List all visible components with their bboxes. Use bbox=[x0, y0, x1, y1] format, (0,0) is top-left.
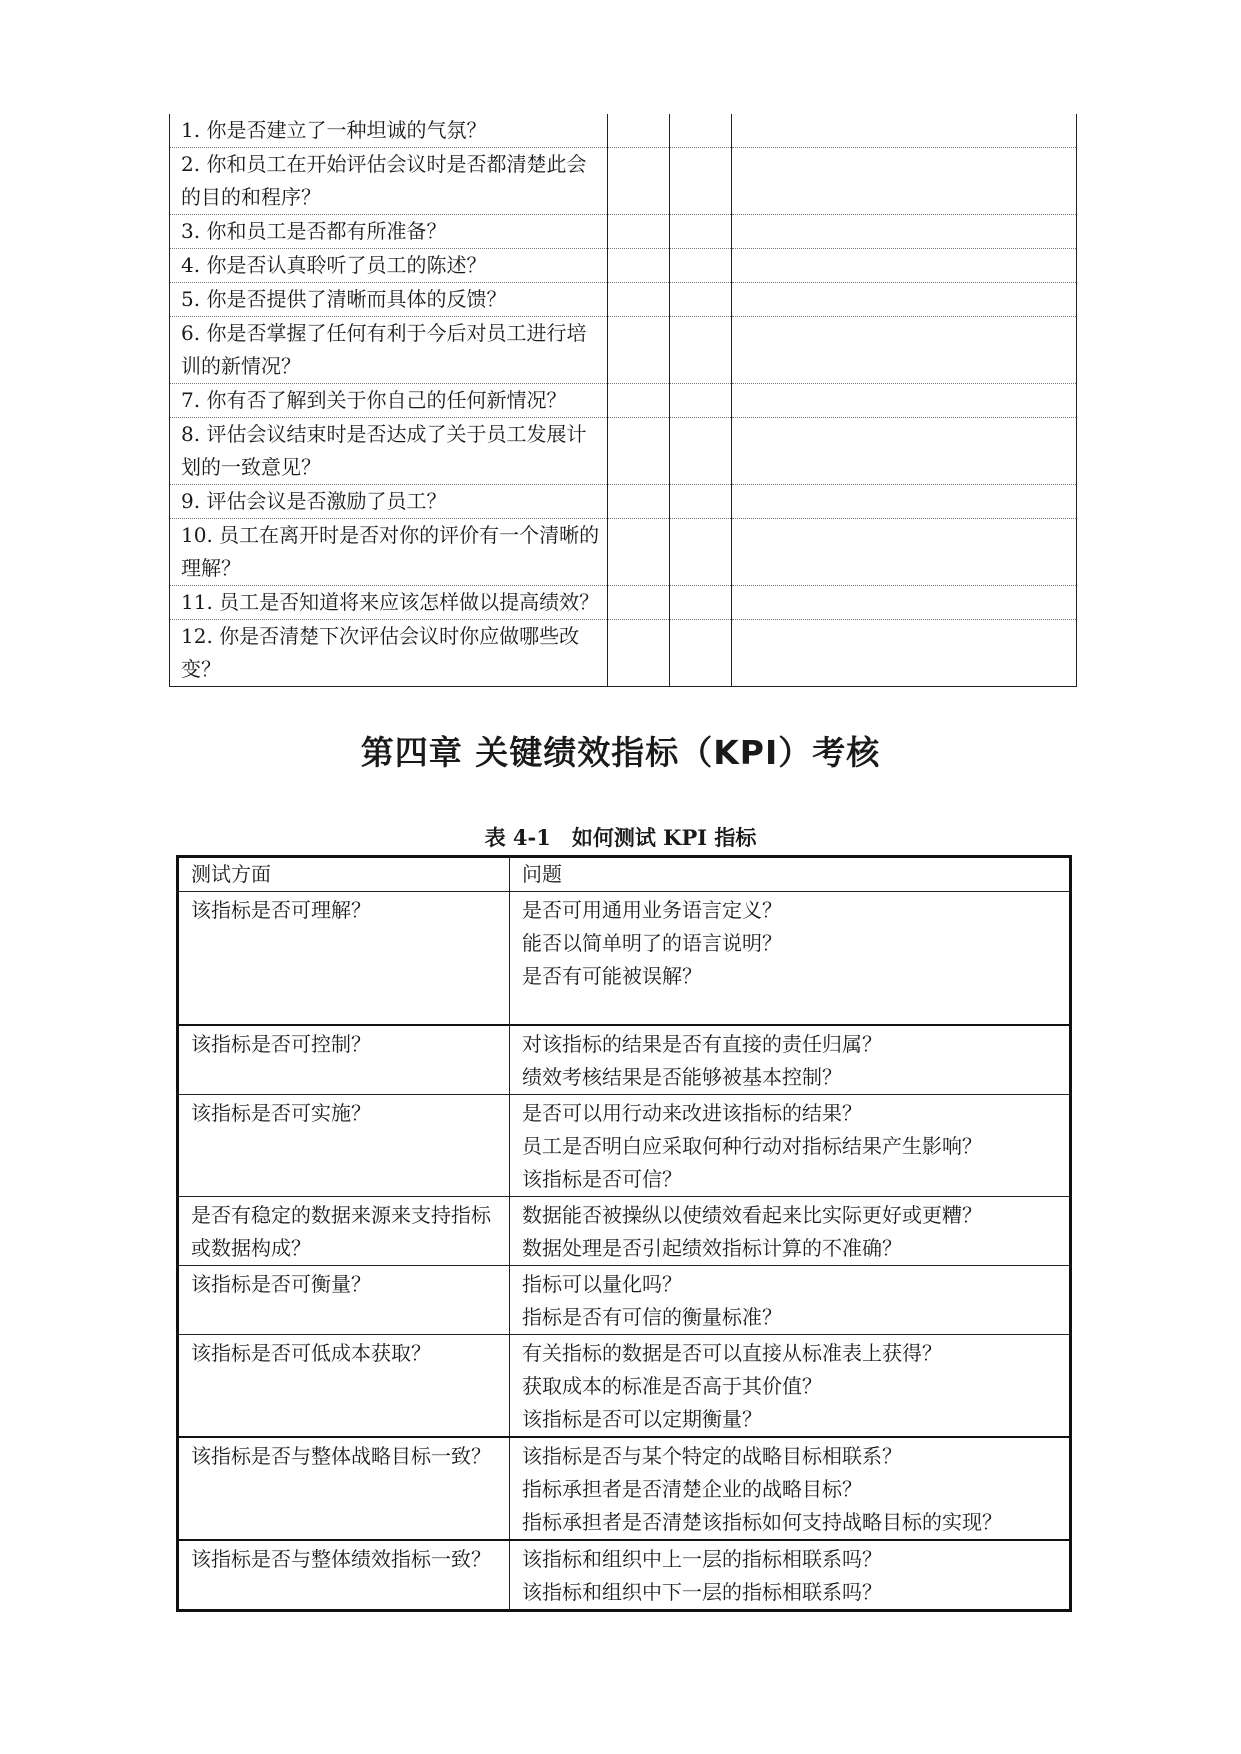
kpi-question: 获取成本的标准是否高于其价值？ bbox=[522, 1374, 822, 1398]
checklist-question: 10. 员工在离开时是否对你的评价有一个清晰的理解？ bbox=[170, 519, 608, 586]
checklist-question: 8. 评估会议结束时是否达成了关于员工发展计划的一致意见？ bbox=[170, 418, 608, 485]
checklist-cell-notes bbox=[732, 114, 1077, 148]
kpi-aspect: 该指标是否可理解？ bbox=[178, 892, 510, 1026]
checklist-cell-no bbox=[670, 519, 732, 586]
kpi-question: 对该指标的结果是否有直接的责任归属？ bbox=[522, 1032, 882, 1056]
checklist-cell-no bbox=[670, 418, 732, 485]
kpi-question: 有关指标的数据是否可以直接从标准表上获得？ bbox=[522, 1341, 942, 1365]
kpi-questions bbox=[510, 1197, 1071, 1266]
checklist-cell-notes bbox=[732, 519, 1077, 586]
checklist-cell-no bbox=[670, 384, 732, 418]
kpi-row bbox=[178, 1540, 1071, 1611]
checklist-cell-yes bbox=[608, 148, 670, 215]
header-question: 问题 bbox=[510, 857, 1071, 892]
checklist-row bbox=[170, 148, 1077, 215]
checklist-row bbox=[170, 586, 1077, 620]
checklist-cell-no bbox=[670, 249, 732, 283]
checklist-row bbox=[170, 485, 1077, 519]
kpi-question: 指标可以量化吗？ bbox=[522, 1272, 682, 1296]
kpi-question: 数据处理是否引起绩效指标计算的不准确？ bbox=[522, 1236, 902, 1260]
kpi-question: 数据能否被操纵以使绩效看起来比实际更好或更糟？ bbox=[522, 1203, 982, 1227]
kpi-question: 绩效考核结果是否能够被基本控制？ bbox=[522, 1065, 842, 1089]
checklist-cell-yes bbox=[608, 586, 670, 620]
kpi-question: 是否可以用行动来改进该指标的结果？ bbox=[522, 1101, 862, 1125]
kpi-questions bbox=[510, 1095, 1071, 1197]
kpi-question: 员工是否明白应采取何种行动对指标结果产生影响？ bbox=[522, 1134, 982, 1158]
kpi-question: 指标是否有可信的衡量标准？ bbox=[522, 1305, 782, 1329]
checklist-cell-notes bbox=[732, 485, 1077, 519]
checklist-cell-notes bbox=[732, 586, 1077, 620]
kpi-questions bbox=[510, 1025, 1071, 1095]
checklist-cell-no bbox=[670, 317, 732, 384]
checklist-cell-no bbox=[670, 485, 732, 519]
kpi-question: 该指标是否可以定期衡量？ bbox=[522, 1407, 762, 1431]
checklist-cell-no bbox=[670, 114, 732, 148]
kpi-questions bbox=[510, 892, 1071, 1026]
checklist-question: 6. 你是否掌握了任何有利于今后对员工进行培训的新情况？ bbox=[170, 317, 608, 384]
checklist-row bbox=[170, 384, 1077, 418]
kpi-aspect: 该指标是否可衡量？ bbox=[178, 1266, 510, 1335]
checklist-cell-notes bbox=[732, 620, 1077, 687]
checklist-cell-no bbox=[670, 283, 732, 317]
checklist-cell-yes bbox=[608, 519, 670, 586]
checklist-question: 1. 你是否建立了一种坦诚的气氛？ bbox=[170, 114, 608, 148]
checklist-cell-no bbox=[670, 586, 732, 620]
kpi-row bbox=[178, 892, 1071, 1026]
checklist-question: 11. 员工是否知道将来应该怎样做以提高绩效？ bbox=[170, 586, 608, 620]
kpi-row bbox=[178, 1197, 1071, 1266]
kpi-aspect: 该指标是否与整体绩效指标一致？ bbox=[178, 1540, 510, 1611]
checklist-row bbox=[170, 249, 1077, 283]
checklist-cell-yes bbox=[608, 249, 670, 283]
kpi-question: 该指标和组织中上一层的指标相联系吗？ bbox=[522, 1547, 882, 1571]
table-caption: 表 4-1 如何测试 KPI 指标 bbox=[484, 825, 757, 850]
kpi-question: 该指标和组织中下一层的指标相联系吗？ bbox=[522, 1580, 882, 1604]
kpi-question: 是否有可能被误解？ bbox=[522, 964, 702, 988]
checklist-cell-notes bbox=[732, 418, 1077, 485]
kpi-row bbox=[178, 1437, 1071, 1540]
checklist-cell-notes bbox=[732, 215, 1077, 249]
kpi-question: 指标承担者是否清楚该指标如何支持战略目标的实现？ bbox=[522, 1510, 1002, 1534]
kpi-table-header-row bbox=[178, 857, 1071, 892]
kpi-aspect: 该指标是否可实施？ bbox=[178, 1095, 510, 1197]
checklist-question: 7. 你有否了解到关于你自己的任何新情况？ bbox=[170, 384, 608, 418]
checklist-cell-notes bbox=[732, 317, 1077, 384]
checklist-question: 2. 你和员工在开始评估会议时是否都清楚此会的目的和程序？ bbox=[170, 148, 608, 215]
checklist-row bbox=[170, 519, 1077, 586]
checklist-question: 4. 你是否认真聆听了员工的陈述？ bbox=[170, 249, 608, 283]
kpi-aspect: 该指标是否可低成本获取？ bbox=[178, 1335, 510, 1438]
checklist-cell-yes bbox=[608, 485, 670, 519]
checklist-question: 12. 你是否清楚下次评估会议时你应做哪些改变？ bbox=[170, 620, 608, 687]
checklist-cell-no bbox=[670, 148, 732, 215]
kpi-aspect: 是否有稳定的数据来源来支持指标或数据构成？ bbox=[178, 1197, 510, 1266]
checklist-cell-notes bbox=[732, 249, 1077, 283]
checklist-row bbox=[170, 418, 1077, 485]
kpi-aspect: 该指标是否可控制？ bbox=[178, 1025, 510, 1095]
kpi-test-table bbox=[176, 855, 1072, 1612]
checklist-cell-notes bbox=[732, 148, 1077, 215]
checklist-question: 3. 你和员工是否都有所准备？ bbox=[170, 215, 608, 249]
checklist-cell-yes bbox=[608, 114, 670, 148]
kpi-question: 该指标是否可信？ bbox=[522, 1167, 682, 1191]
checklist-row bbox=[170, 620, 1077, 687]
checklist-row bbox=[170, 215, 1077, 249]
kpi-aspect: 该指标是否与整体战略目标一致？ bbox=[178, 1437, 510, 1540]
checklist-cell-yes bbox=[608, 317, 670, 384]
checklist-cell-yes bbox=[608, 418, 670, 485]
chapter-title: 第四章 关键绩效指标（KPI）考核 bbox=[360, 733, 881, 772]
checklist-question: 5. 你是否提供了清晰而具体的反馈？ bbox=[170, 283, 608, 317]
checklist-cell-yes bbox=[608, 384, 670, 418]
kpi-questions bbox=[510, 1266, 1071, 1335]
kpi-question: 指标承担者是否清楚企业的战略目标？ bbox=[522, 1477, 862, 1501]
checklist-cell-notes bbox=[732, 384, 1077, 418]
kpi-question: 是否可用通用业务语言定义？ bbox=[522, 898, 782, 922]
kpi-row bbox=[178, 1025, 1071, 1095]
checklist-cell-yes bbox=[608, 620, 670, 687]
checklist-question: 9. 评估会议是否激励了员工？ bbox=[170, 485, 608, 519]
checklist-row bbox=[170, 114, 1077, 148]
checklist-row bbox=[170, 317, 1077, 384]
kpi-questions bbox=[510, 1335, 1071, 1438]
kpi-row bbox=[178, 1266, 1071, 1335]
kpi-question: 该指标是否与某个特定的战略目标相联系？ bbox=[522, 1444, 902, 1468]
kpi-questions bbox=[510, 1437, 1071, 1540]
checklist-cell-notes bbox=[732, 283, 1077, 317]
review-checklist-table bbox=[169, 114, 1077, 687]
checklist-cell-no bbox=[670, 215, 732, 249]
kpi-question: 能否以简单明了的语言说明？ bbox=[522, 931, 782, 955]
header-aspect: 测试方面 bbox=[178, 857, 510, 892]
kpi-questions bbox=[510, 1540, 1071, 1611]
checklist-row bbox=[170, 283, 1077, 317]
checklist-cell-yes bbox=[608, 215, 670, 249]
kpi-row bbox=[178, 1335, 1071, 1438]
checklist-cell-no bbox=[670, 620, 732, 687]
kpi-row bbox=[178, 1095, 1071, 1197]
checklist-cell-yes bbox=[608, 283, 670, 317]
